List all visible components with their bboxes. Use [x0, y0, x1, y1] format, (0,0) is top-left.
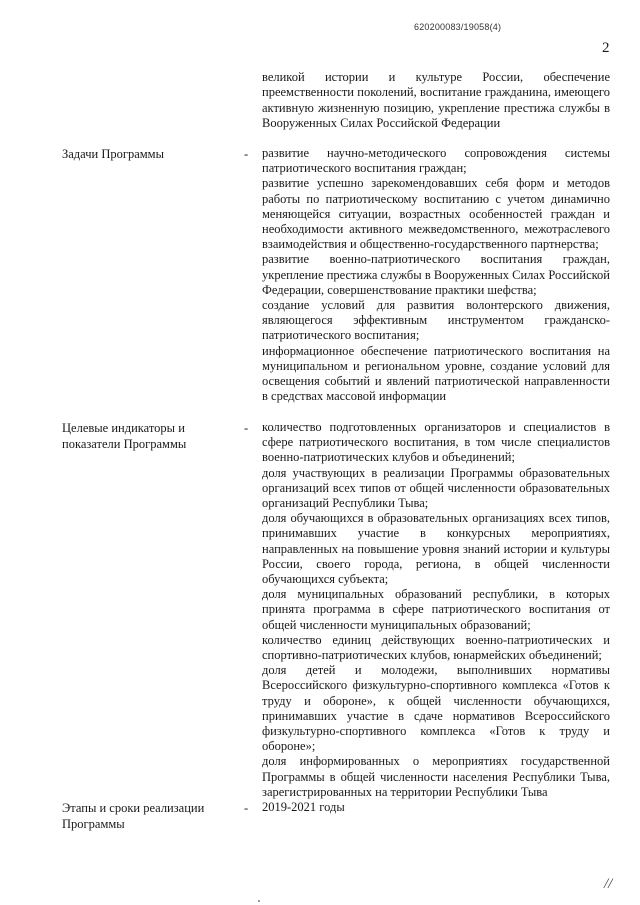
row-dash: - [244, 147, 249, 161]
handwritten-mark: // [604, 876, 613, 892]
row-content [262, 420, 610, 800]
scan-speck [258, 900, 260, 902]
row-content [262, 800, 610, 815]
content-paragraph: количество подготовленных организаторов и специалистов в сфере патриотического воспитания, в том числе специалистов военно-патриотических клубов и объединений; [262, 420, 610, 465]
content-paragraph: доля обучающихся в образовательных организациях всех типов, принимавших участие в конкурсных мероприятиях, направленных на повышение уровня знаний истории и культуры России, своего города, региона, в общей численности обучающихся субъекта; [262, 511, 610, 587]
content-paragraph: 2019-2021 годы [262, 800, 345, 814]
content-paragraph: создание условий для развития волонтерского движения, являющегося эффективным инструментом гражданско-патриотического воспитания; [262, 298, 610, 343]
row-dash: - [244, 801, 249, 815]
content-paragraph: количество единиц действующих военно-патриотических и спортивно-патриотических клубов, юнармейских объединений; [262, 632, 610, 663]
row-label: Целевые индикаторы и показатели Программы [62, 421, 187, 451]
page-number: 2 [602, 40, 610, 56]
content-paragraph: развитие военно-патриотического воспитания граждан, укрепление престижа службы в Вооруженных Силах Российской Федерации, совершенствование практики шефства; [262, 252, 610, 297]
content-paragraph: доля детей и молодежи, выполнивших нормативы Всероссийского физкультурно-спортивного комплекса «Готов к труду и обороне», к общей численности обучающихся, принимавших участие в сдаче нормативов Всероссийского физкультурно-спортивного комплекса «Готов к труду и обороне»; [262, 663, 610, 754]
row-dash: - [244, 421, 249, 435]
content-paragraph: развитие научно-методического сопровождения системы патриотического воспитания граждан; [262, 146, 610, 176]
intro-paragraph: великой истории и культуре России, обеспечение преемственности поколений, воспитание гражданина, имеющего активную жизненную позицию, укрепление престижа службы в Вооруженных Силах Российской Федерации [262, 70, 610, 130]
row-content [262, 146, 610, 404]
content-paragraph: доля муниципальных образований республики, в которых принята программа в сфере патриотического воспитания от общей численности муниципальных образований; [262, 587, 610, 632]
content-paragraph: информационное обеспечение патриотического воспитания на муниципальном и региональном уровне, создание условий для освещения событий и явлений патриотической направленности в средствах массовой информации [262, 343, 610, 404]
row-label: Задачи Программы [62, 147, 164, 161]
document-id: 620200083/19058(4) [414, 22, 502, 32]
content-paragraph: доля информированных о мероприятиях государственной Программы в общей численности населения Республики Тыва, зарегистрированных на территории Республики Тыва [262, 754, 610, 799]
content-paragraph: развитие успешно зарекомендовавших себя форм и методов работы по патриотическому воспитанию с учетом динамично меняющейся ситуации, возрастных особенностей граждан и необходимости активного межведомственного, межотраслевого взаимодействия и общественно-государственного партнерства; [262, 176, 610, 252]
row-label: Этапы и сроки реализации Программы [62, 801, 205, 831]
content-paragraph: доля участвующих в реализации Программы образовательных организаций всех типов от общей численности образовательных организаций Республики Тыва; [262, 465, 610, 511]
